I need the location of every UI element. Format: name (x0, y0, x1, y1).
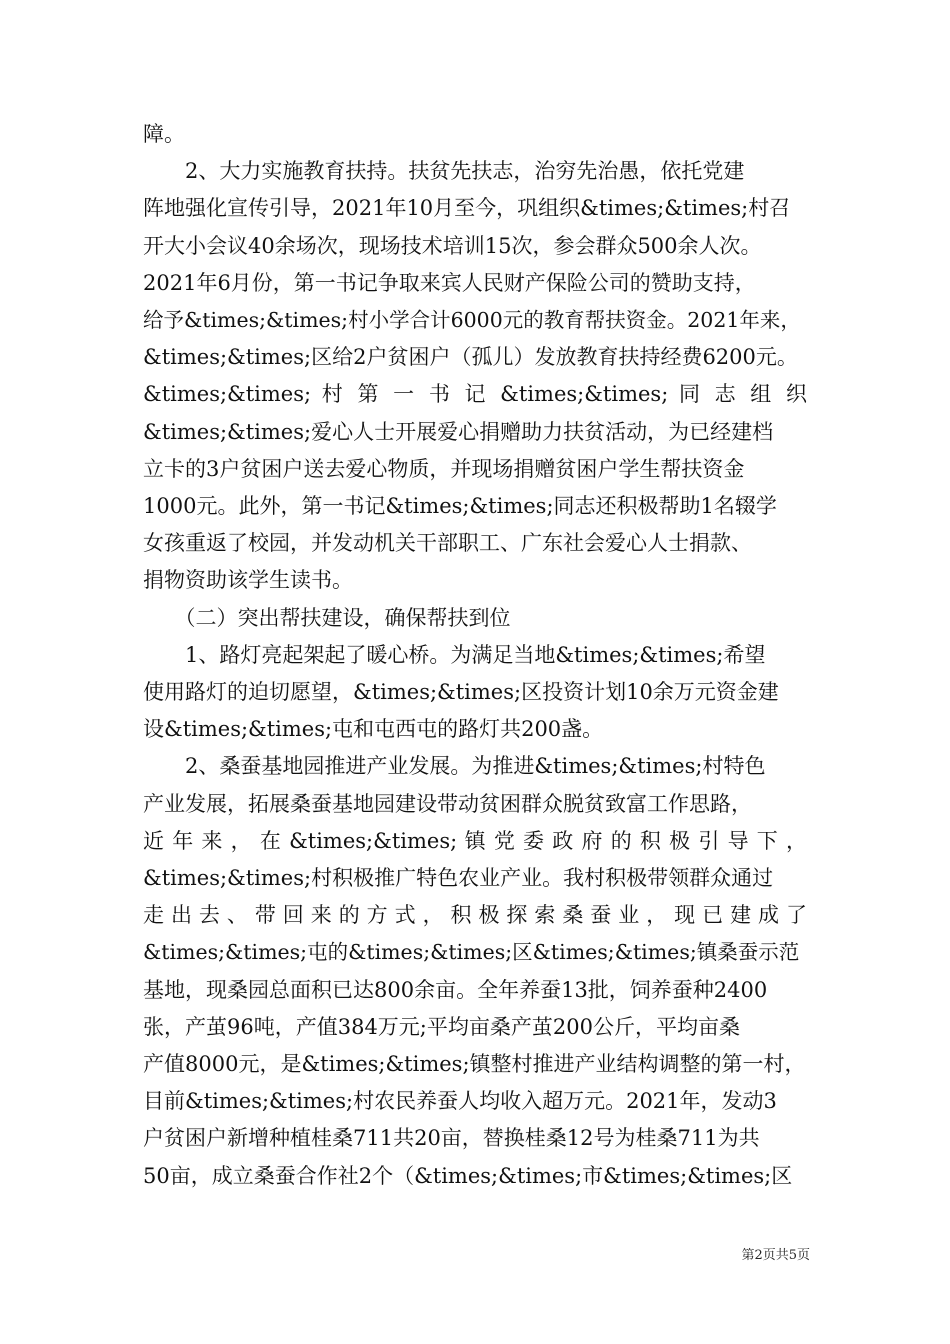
text-line: 1000元。此外，第一书记&times;&times;同志还积极帮助1名辍学 (143, 494, 777, 518)
text-line: 基地，现桑园总面积已达800余亩。全年养蚕13批，饲养蚕种2400 (143, 978, 768, 1002)
text-line: （二）突出帮扶建设，确保帮扶到位 (143, 606, 511, 630)
text-line: 阵地强化宣传引导，2021年10月至今，巩组织&times;&times;村召 (143, 196, 791, 220)
text-line: 使用路灯的迫切愿望，&times;&times;区投资计划10余万元资金建 (143, 680, 779, 704)
text-line: 2021年6月份，第一书记争取来宾人民财产保险公司的赞助支持， (143, 271, 756, 295)
text-line: 2、大力实施教育扶持。扶贫先扶志，治穷先治愚，依托党建 (143, 159, 745, 183)
text-line: &times;&times;屯的&times;&times;区&times;&times;镇桑蚕示范 (143, 940, 800, 964)
text-line: &times;&times;村积极推广特色农业产业。我村积极带领群众通过 (143, 866, 774, 890)
text-line: 设&times;&times;屯和屯西屯的路灯共200盏。 (143, 717, 604, 741)
text-line: 给予&times;&times;村小学合计6000元的教育帮扶资金。2021年来， (143, 308, 801, 332)
text-line: 1、路灯亮起架起了暖心桥。为满足当地&times;&times;希望 (143, 643, 766, 667)
text-line: 产业发展，拓展桑蚕基地园建设带动贫困群众脱贫致富工作思路， (143, 792, 752, 816)
text-line: 障。 (143, 122, 185, 146)
text-line: 产值8000元，是&times;&times;镇整村推进产业结构调整的第一村， (143, 1052, 806, 1076)
text-line: &times;&times; 村 第 一 书 记 &times;&times; 同 志 组 织 (143, 382, 807, 406)
text-line: &times;&times;爱心人士开展爱心捐赠助力扶贫活动，为已经建档 (143, 420, 774, 444)
text-line: &times;&times;区给2户贫困户（孤儿）发放教育扶持经费6200元。 (143, 345, 798, 369)
text-line: 捐物资助该学生读书。 (143, 568, 353, 592)
text-line: 目前&times;&times;村农民养蚕人均收入超万元。2021年，发动3 (143, 1089, 777, 1113)
text-line: 张，产茧96吨，产值384万元;平均亩桑产茧200公斤，平均亩桑 (143, 1015, 740, 1039)
text-line: 女孩重返了校园，并发动机关干部职工、广东社会爱心人士捐款、 (143, 531, 752, 555)
text-line: 立卡的3户贫困户送去爱心物质，并现场捐赠贫困户学生帮扶资金 (143, 457, 745, 481)
text-line: 开大小会议40余场次，现场技术培训15次，参会群众500余人次。 (143, 234, 762, 258)
text-line: 近 年 来 ， 在 &times;&times; 镇 党 委 政 府 的 积 极 引 导 下 ， (143, 829, 807, 853)
text-line: 走 出 去 、 带 回 来 的 方 式 ， 积 极 探 索 桑 蚕 业 ， 现 已 建 成 了 (143, 903, 807, 927)
text-line: 户贫困户新增种植桂桑711共20亩，替换桂桑12号为桂桑711为共 (143, 1126, 760, 1150)
page-number: 第2页共5页 (741, 1248, 810, 1263)
text-line: 50亩，成立桑蚕合作社2个（&times;&times;市&times;&times;区 (143, 1164, 793, 1188)
text-line: 2、桑蚕基地园推进产业发展。为推进&times;&times;村特色 (143, 754, 766, 778)
